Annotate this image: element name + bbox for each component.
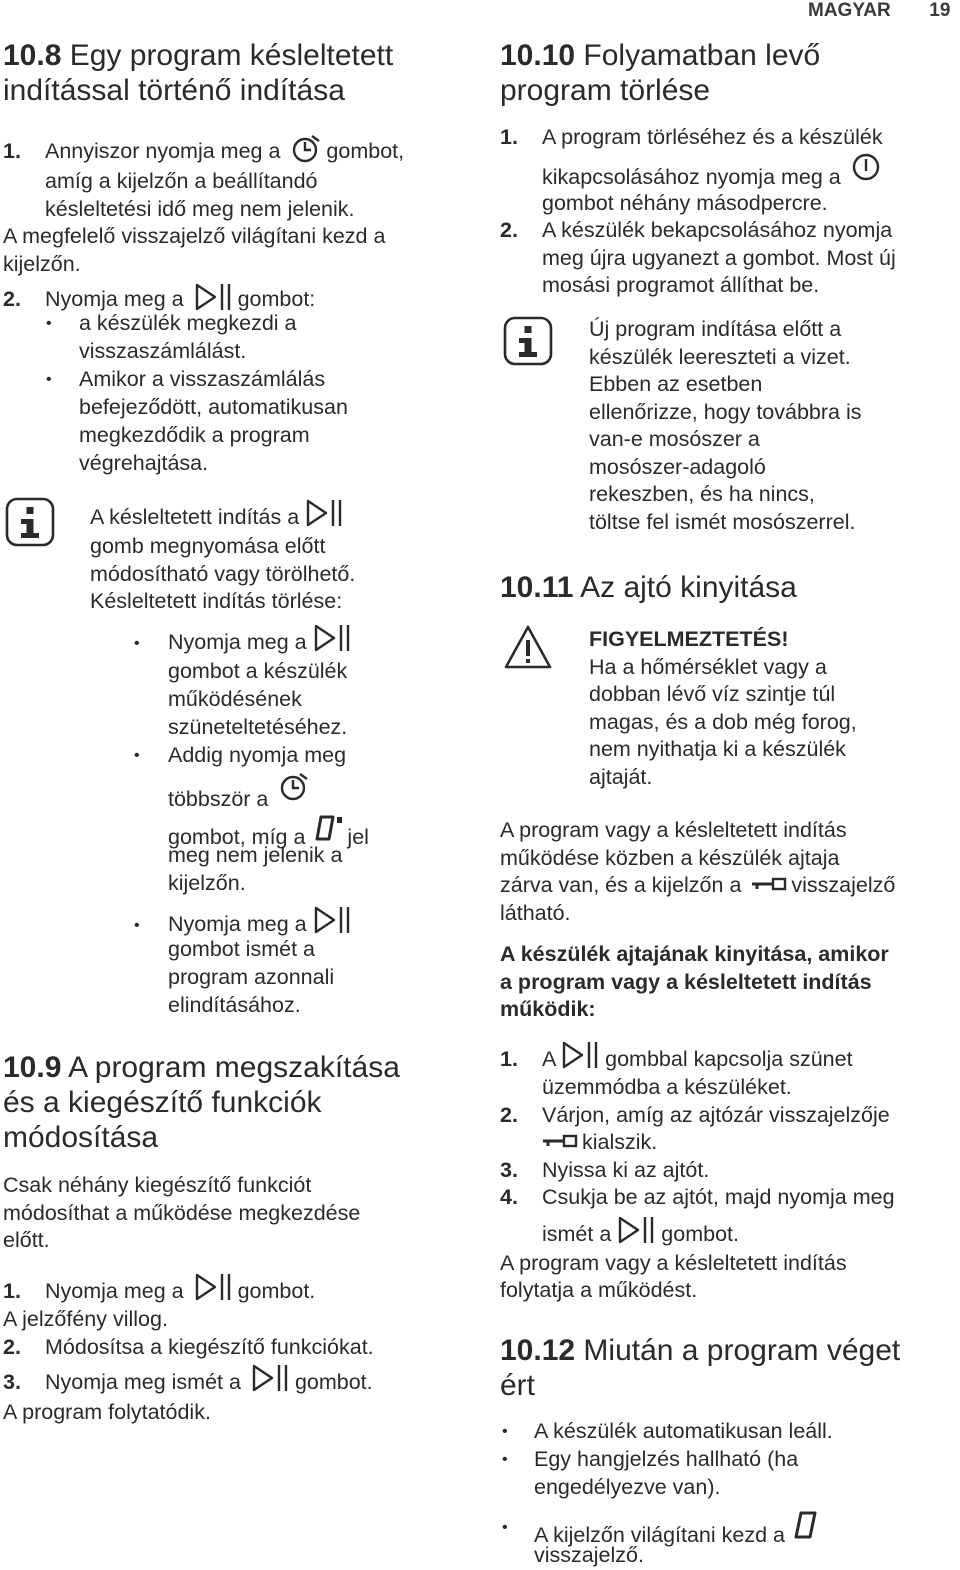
bullet-dot: • (46, 371, 52, 388)
step-text: kialszik. (582, 1130, 658, 1154)
start-pause-icon (194, 1272, 234, 1314)
note-text: rekeszben, és ha nincs, (589, 482, 815, 506)
step-number: 3. (3, 1370, 21, 1394)
door-lock-icon (751, 872, 787, 900)
step-text: üzemmódba a készüléket. (542, 1075, 792, 1099)
title-text: Miután a program véget (575, 1334, 901, 1367)
step-text: A jelzőfény villog. (3, 1307, 168, 1331)
warning-text: Ha a hőmérséklet vagy a (589, 654, 827, 679)
section-10-8-title (3, 38, 393, 108)
bullet-text: Addig nyomja meg (168, 743, 347, 767)
step-number: 1. (500, 1047, 518, 1071)
bullet-text: engedélyezve van). (534, 1475, 721, 1499)
bullet-dot: • (134, 747, 140, 764)
step-text: gombot, (326, 139, 405, 163)
start-pause-icon (251, 1363, 291, 1407)
bullet-text: gombot, míg a (168, 825, 306, 849)
paragraph-text: előtt. (3, 1228, 50, 1252)
section-10-10-title (500, 38, 820, 108)
note-text: töltse fel ismét mosószerrel. (589, 509, 856, 534)
section-number: 10.10 (500, 39, 576, 72)
warning-title: FIGYELMEZTETÉS! (589, 627, 789, 651)
step-number: 2. (500, 218, 518, 242)
paragraph-text: zárva van, és a kijelzőn a (500, 873, 742, 897)
paragraph-text: Csak néhány kiegészítő funkciót (3, 1173, 312, 1197)
bullet-text: a készülék megkezdi a (79, 311, 297, 335)
paragraph-text: A program vagy a késleltetett indítás (500, 818, 847, 842)
step-text: gombot néhány másodpercre. (542, 190, 828, 215)
bold-text: A készülék ajtajának kinyitása, amikor (500, 942, 889, 966)
bullet-text: megkezdődik a program (79, 423, 310, 447)
step-text: Nyomja meg ismét a (45, 1370, 241, 1394)
bullet-text: program azonnali (168, 965, 335, 989)
bullet-dot: • (134, 635, 140, 652)
title-text: indítással történő indítása (3, 74, 345, 107)
bullet-text: szüneteltetéséhez. (168, 715, 348, 739)
step-text: Annyiszor nyomja meg a (45, 139, 281, 163)
step-number: 1. (3, 139, 21, 163)
note-text: A késleltetett indítás a (90, 505, 300, 529)
info-icon (5, 497, 55, 555)
step-number: 1. (3, 1279, 21, 1303)
title-text: és a kiegészítő funkciók (3, 1086, 322, 1119)
bullet-dot: • (502, 1519, 508, 1536)
step-text: Módosítsa a kiegészítő funkciókat. (45, 1334, 374, 1359)
step-number: 2. (3, 287, 21, 311)
bullet-dot: • (502, 1451, 508, 1468)
bullet-text: működésének (168, 687, 302, 711)
bullet-text: elindításához. (168, 993, 301, 1017)
step-text: A megfelelő visszajelző világítani kezd a (3, 224, 386, 248)
paragraph-text: visszajelző (791, 873, 896, 897)
step-text: meg újra ugyanezt a gombot. Most új (542, 245, 896, 270)
step-number: 2. (500, 1102, 518, 1127)
step-text: ismét a (542, 1221, 612, 1246)
section-10-9-title (3, 1050, 400, 1155)
page-header (808, 0, 950, 22)
step-number: 4. (500, 1185, 518, 1209)
header-page-number: 19 (929, 0, 951, 21)
paragraph-text: A program vagy a késleltetett indítás (500, 1250, 847, 1275)
title-text: program törlése (500, 74, 711, 107)
step-text: Nyissa ki az ajtót. (542, 1157, 710, 1182)
step-text: késleltetési idő meg nem jelenik. (45, 196, 355, 221)
bullet-text: visszaszámlálást. (79, 339, 247, 363)
title-text: Folyamatban levő (575, 39, 821, 72)
step-text: gombot. (661, 1221, 739, 1246)
bullet-text: A kijelzőn világítani kezd a (534, 1523, 785, 1547)
step-text: gombbal kapcsolja szünet (605, 1047, 853, 1071)
paragraph-text: folytatja a működést. (500, 1278, 698, 1302)
step-text: Csukja be az ajtót, majd nyomja meg (542, 1185, 895, 1209)
title-text: Az ajtó kinyitása (573, 571, 797, 604)
section-number: 10.12 (500, 1334, 576, 1367)
bullet-text: Amikor a visszaszámlálás (79, 367, 326, 391)
step-text: A program folytatódik. (3, 1400, 211, 1424)
section-10-11-paragraph (500, 817, 895, 927)
note-text: módosítható vagy törölhető. (90, 561, 356, 586)
section-10-9-steps (3, 1272, 374, 1427)
bullet-text: többször a (168, 787, 269, 811)
warning-text: dobban lévő víz szintje túl (589, 682, 836, 706)
delay-start-icon (278, 772, 310, 814)
step-text: kikapcsolásához nyomja meg a (542, 164, 841, 189)
paragraph-text: működése közben a készülék ajtaja (500, 845, 840, 870)
step-text: Nyomja meg a (45, 1279, 184, 1303)
bullet-text: meg nem jelenik a (168, 843, 343, 867)
note-text: mosószer-adagoló (589, 454, 766, 479)
bullet-text: Nyomja meg a (168, 630, 307, 654)
section-10-12-title (500, 1333, 900, 1403)
paragraph-text: módosíthat a működése megkezdése (3, 1200, 361, 1225)
section-10-10-note (589, 316, 862, 536)
note-text: készülék leereszteti a vizet. (589, 344, 851, 369)
title-text: Egy program késleltetett (61, 39, 394, 72)
zero-display-icon (793, 1510, 819, 1550)
step-text: A program törléséhez és a készülék (542, 125, 883, 149)
bullet-text: kijelzőn. (168, 871, 246, 895)
info-icon (503, 316, 553, 374)
step-text: kijelzőn. (3, 251, 81, 276)
step-text: Várjon, amíg az ajtózár visszajelzője (542, 1102, 890, 1127)
bold-text: működik: (500, 997, 596, 1021)
section-10-11-title (500, 570, 797, 605)
section-number: 10.9 (3, 1051, 62, 1084)
step-number: 2. (3, 1334, 21, 1359)
step-number: 3. (500, 1157, 518, 1182)
section-number: 10.8 (3, 39, 62, 72)
bullet-dot: • (134, 917, 140, 934)
step-text: Nyomja meg a (45, 287, 184, 311)
step-text: gombot: (237, 287, 316, 311)
bullet-text: jel (347, 825, 369, 849)
step-number: 1. (500, 125, 518, 149)
start-pause-icon (313, 905, 353, 948)
step-text: gombot. (294, 1370, 373, 1394)
bullet-text: A készülék automatikusan leáll. (534, 1419, 833, 1443)
note-text: Új program indítása előtt a (589, 317, 842, 341)
door-lock-icon (542, 1129, 578, 1157)
bullet-dot: • (46, 315, 52, 332)
section-10-9-paragraph (3, 1172, 360, 1255)
bullet-text: befejeződött, automatikusan (79, 395, 348, 419)
bullet-text: Egy hangjelzés hallható (ha (534, 1447, 799, 1471)
section-10-8-steps (3, 134, 473, 316)
power-icon (851, 152, 881, 197)
step-text: mosási programot állíthat be. (542, 273, 820, 297)
section-10-11-steps (500, 1040, 895, 1305)
section-10-8-note (90, 497, 355, 616)
note-text: ellenőrizze, hogy továbbra is (589, 399, 862, 424)
warning-text: magas, és a dob még forog, (589, 709, 857, 734)
note-text: van-e mosószer a (589, 427, 760, 451)
warning-text: nem nyithatja ki a készülék (589, 737, 846, 761)
bullet-dot: • (502, 1423, 508, 1440)
warning-icon (503, 624, 553, 678)
bullet-text: visszajelző. (534, 1543, 644, 1567)
header-language: MAGYAR (808, 0, 891, 21)
bullet-text: végrehajtása. (79, 451, 209, 475)
bullet-text: gombot a készülék (168, 659, 348, 683)
section-10-10-steps (500, 124, 958, 300)
door-open-heading (500, 941, 889, 1024)
step-text: A készülék bekapcsolásához nyomja (542, 218, 893, 242)
bullet-text: Nyomja meg a (168, 912, 307, 936)
section-number: 10.11 (500, 571, 574, 604)
bullet-text: gombot ismét a (168, 937, 315, 961)
warning-block (589, 626, 857, 791)
note-text: Késleltetett indítás törlése: (90, 589, 343, 613)
title-text: módosítása (3, 1121, 159, 1154)
note-text: Ebben az esetben (589, 372, 763, 396)
note-text: gomb megnyomása előtt (90, 534, 326, 558)
bold-text: a program vagy a késleltetett indítás (500, 969, 872, 994)
warning-text: ajtaját. (589, 764, 653, 789)
step-text: gombot. (237, 1279, 316, 1303)
step-text: A (542, 1047, 556, 1071)
title-text: ért (500, 1369, 536, 1402)
paragraph-text: látható. (500, 900, 571, 925)
title-text: A program megszakítása (61, 1051, 400, 1084)
step-text: amíg a kijelzőn a beállítandó (45, 169, 318, 193)
